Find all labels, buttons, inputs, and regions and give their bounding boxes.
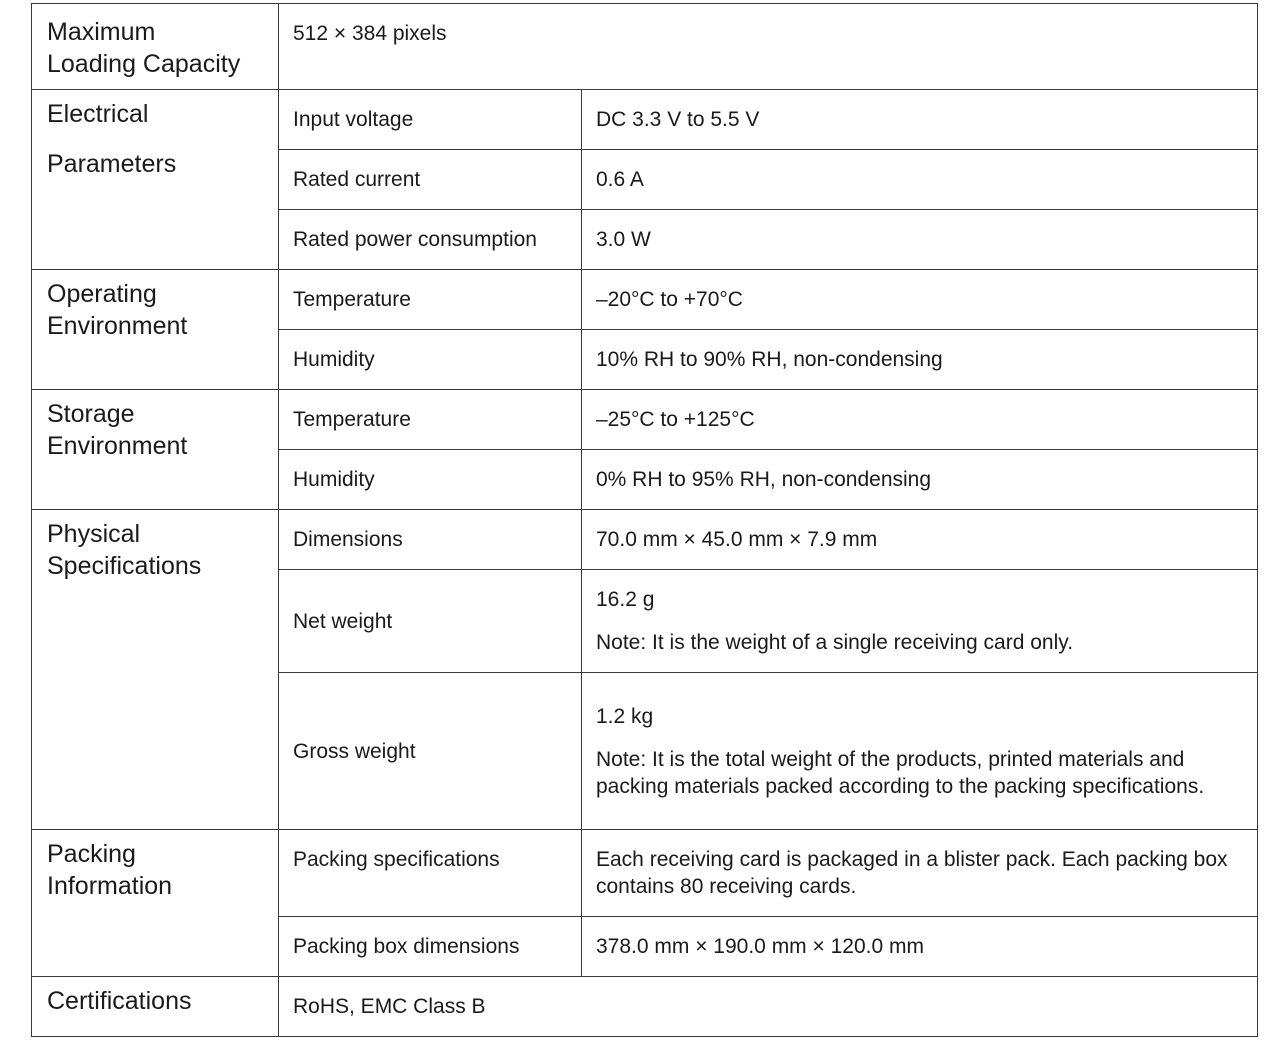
value-cell: 10% RH to 90% RH, non-condensing bbox=[582, 330, 1258, 390]
table-row bbox=[32, 270, 1258, 330]
category-label: Specifications bbox=[47, 552, 202, 580]
table-row bbox=[32, 390, 1258, 450]
category-cell bbox=[32, 90, 279, 270]
spec-table bbox=[31, 3, 1258, 1037]
value-cell: RoHS, EMC Class B bbox=[279, 977, 1258, 1037]
category-label: Storage bbox=[47, 400, 135, 428]
value-cell: 3.0 W bbox=[582, 210, 1258, 270]
value-text: 512 × 384 pixels bbox=[293, 22, 447, 45]
param-cell: Gross weight bbox=[279, 673, 582, 830]
param-cell: Temperature bbox=[279, 270, 582, 330]
category-label: Certifications bbox=[47, 987, 192, 1015]
value-cell bbox=[582, 570, 1258, 673]
param-cell: Rated power consumption bbox=[279, 210, 582, 270]
param-cell: Packing specifications bbox=[279, 830, 582, 917]
value-cell: 378.0 mm × 190.0 mm × 120.0 mm bbox=[582, 917, 1258, 977]
category-cell bbox=[32, 4, 279, 90]
category-label: Maximum bbox=[47, 18, 156, 46]
param-cell: Rated current bbox=[279, 150, 582, 210]
category-cell bbox=[32, 390, 279, 510]
value-cell: 70.0 mm × 45.0 mm × 7.9 mm bbox=[582, 510, 1258, 570]
value-cell: DC 3.3 V to 5.5 V bbox=[582, 90, 1258, 150]
table-row bbox=[32, 977, 1258, 1037]
value-cell bbox=[279, 4, 1258, 90]
category-label: Environment bbox=[47, 312, 188, 340]
category-label: Environment bbox=[47, 432, 188, 460]
value-cell: 0.6 A bbox=[582, 150, 1258, 210]
category-label: Physical bbox=[47, 520, 141, 548]
category-label: Electrical bbox=[47, 100, 149, 128]
table-row bbox=[32, 4, 1258, 90]
value-cell: –25°C to +125°C bbox=[582, 390, 1258, 450]
category-label: Operating bbox=[47, 280, 157, 308]
param-cell: Input voltage bbox=[279, 90, 582, 150]
table-row bbox=[32, 510, 1258, 570]
category-label: Loading Capacity bbox=[47, 50, 241, 78]
value-text: 16.2 g bbox=[596, 588, 655, 611]
param-cell: Packing box dimensions bbox=[279, 917, 582, 977]
param-cell: Temperature bbox=[279, 390, 582, 450]
param-cell: Humidity bbox=[279, 330, 582, 390]
category-cell bbox=[32, 270, 279, 390]
table-row bbox=[32, 830, 1258, 917]
param-cell: Dimensions bbox=[279, 510, 582, 570]
category-cell bbox=[32, 977, 279, 1037]
param-cell: Net weight bbox=[279, 570, 582, 673]
param-cell: Humidity bbox=[279, 450, 582, 510]
value-cell: 0% RH to 95% RH, non-condensing bbox=[582, 450, 1258, 510]
value-cell: –20°C to +70°C bbox=[582, 270, 1258, 330]
category-label: Parameters bbox=[47, 150, 177, 178]
value-cell bbox=[582, 673, 1258, 830]
note-text: Note: It is the total weight of the products, printed materials and packing materials packed according to the packing specifications. bbox=[596, 747, 1205, 798]
category-cell bbox=[32, 510, 279, 830]
category-label: Information bbox=[47, 872, 173, 900]
table-row bbox=[32, 90, 1258, 150]
note-text: Note: It is the weight of a single receiving card only. bbox=[596, 631, 1074, 654]
value-cell: Each receiving card is packaged in a blister pack. Each packing box contains 80 receiving cards. bbox=[582, 830, 1258, 917]
value-text: 1.2 kg bbox=[596, 704, 654, 728]
category-label: Packing bbox=[47, 840, 136, 868]
category-cell bbox=[32, 830, 279, 977]
